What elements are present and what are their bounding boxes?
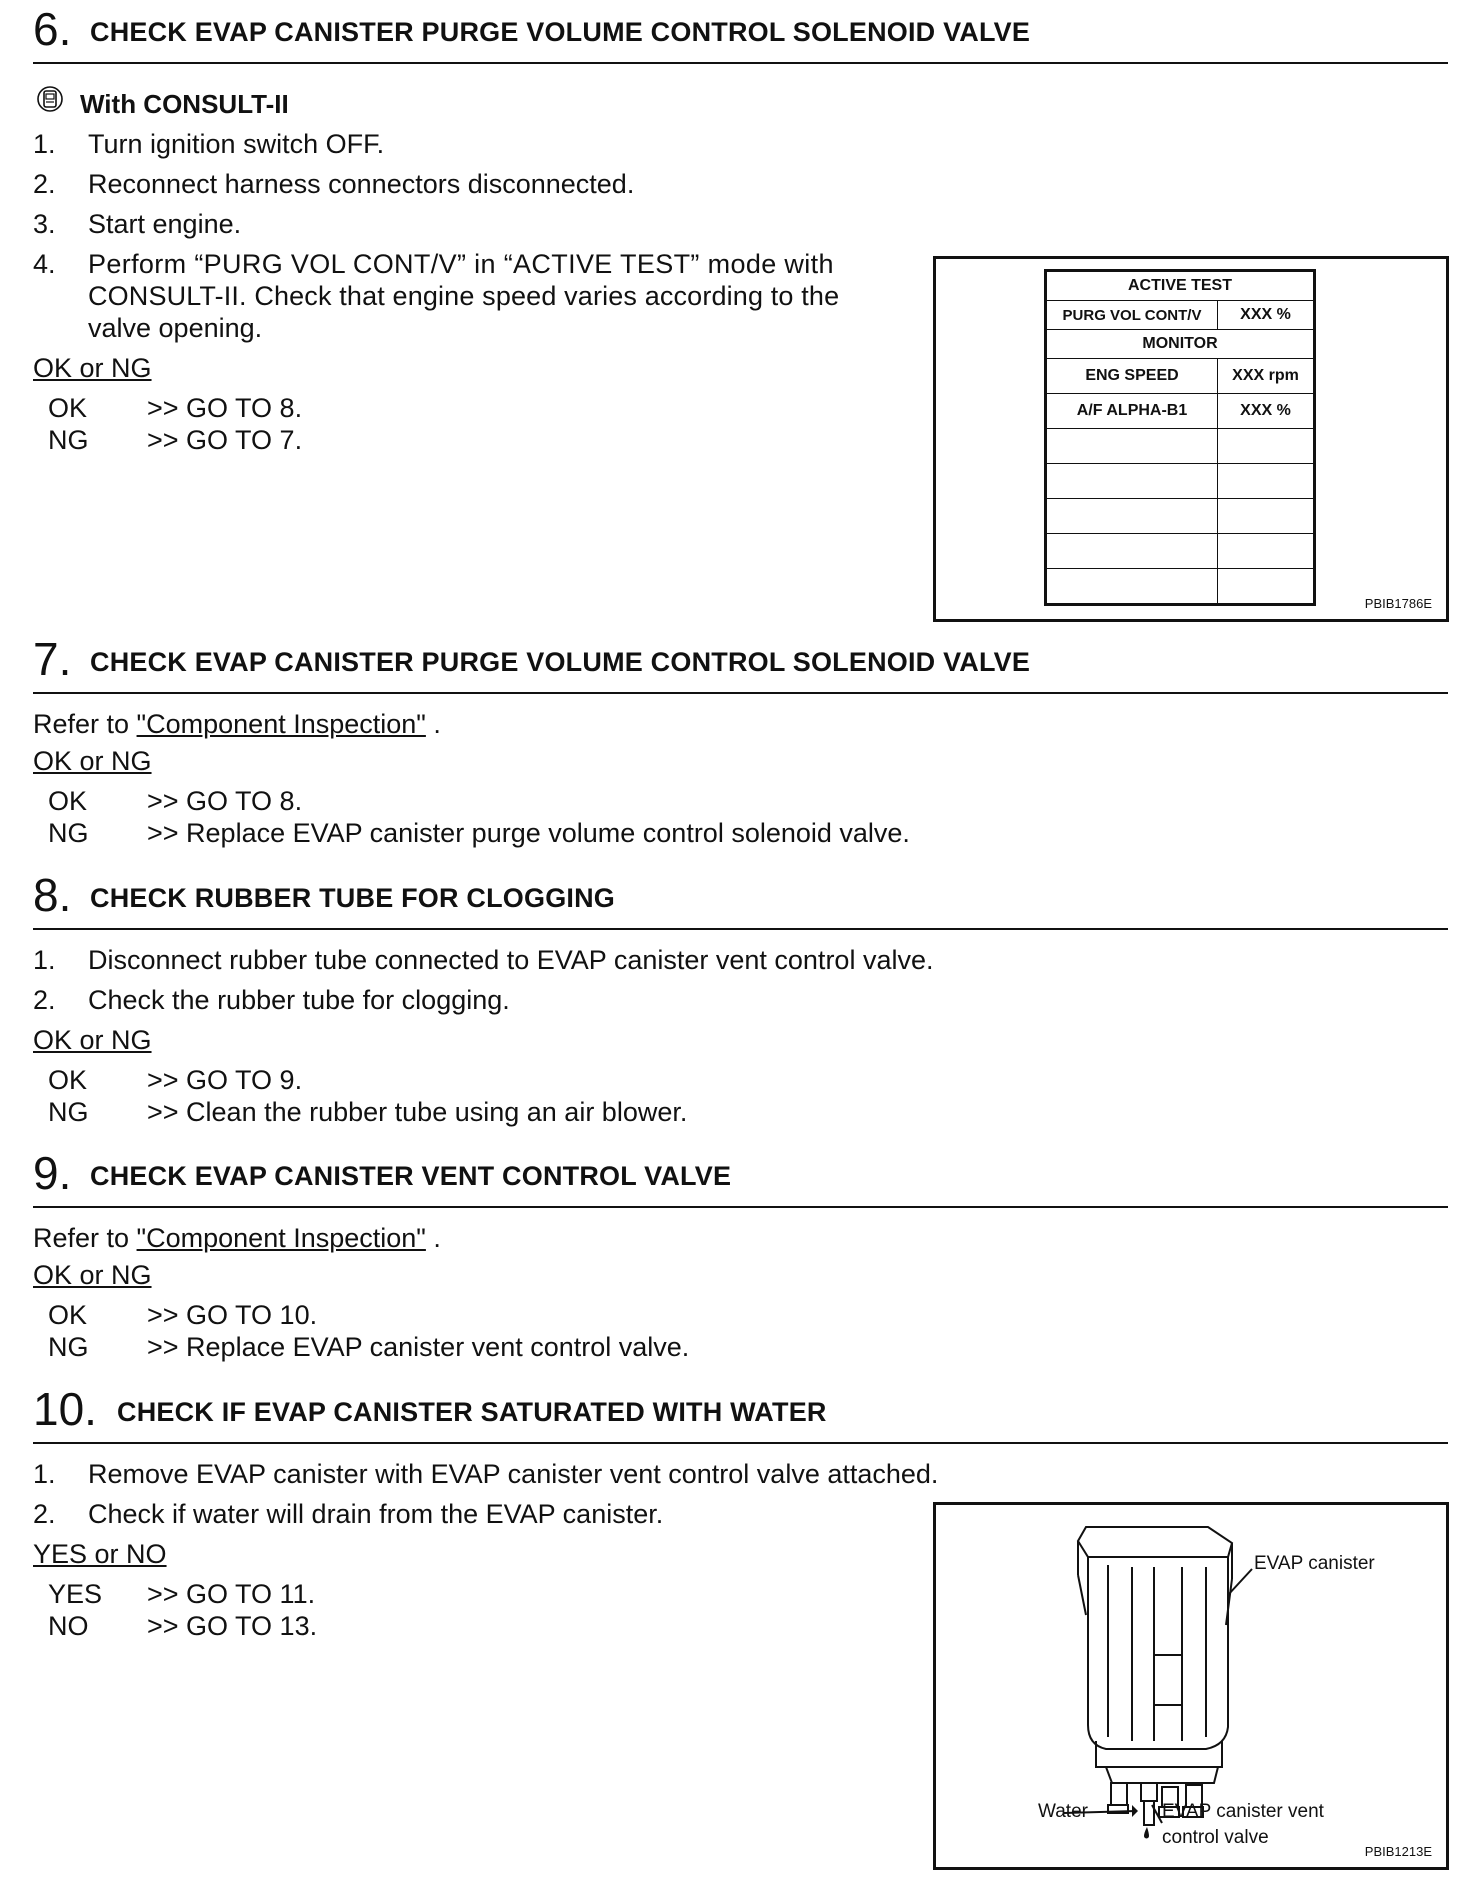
section-number: 10. <box>33 1383 97 1435</box>
section-8-header <box>33 869 1448 930</box>
result-key: OK <box>48 786 88 816</box>
result-label: OK or NG <box>33 1025 152 1055</box>
screen-value: XXX % <box>1218 301 1315 330</box>
step-number: 1. <box>33 945 56 975</box>
section-number: 9. <box>33 1147 72 1199</box>
screen-value: XXX % <box>1218 394 1315 429</box>
evap-canister-figure <box>933 1502 1449 1870</box>
label-evap-canister: EVAP canister <box>1254 1553 1375 1574</box>
result-value: >> Replace EVAP canister purge volume control solenoid valve. <box>147 818 910 848</box>
active-test-figure <box>933 256 1449 622</box>
step-text: Disconnect rubber tube connected to EVAP canister vent control valve. <box>88 945 934 975</box>
section-number: 6. <box>33 3 72 55</box>
step-text-line: valve opening. <box>88 313 263 343</box>
result-label: OK or NG <box>33 746 152 776</box>
step-number: 1. <box>33 129 56 159</box>
result-key: NG <box>48 1332 89 1362</box>
step-number: 4. <box>33 249 56 279</box>
step-number: 1. <box>33 1459 56 1489</box>
step-text: Check if water will drain from the EVAP canister. <box>88 1499 664 1529</box>
component-inspection-link[interactable]: "Component Inspection" <box>136 1223 426 1253</box>
label-water: Water <box>1038 1801 1088 1822</box>
section-title: CHECK EVAP CANISTER PURGE VOLUME CONTROL SOLENOID VALVE <box>90 647 1031 677</box>
label-vent-control-valve-line2: control valve <box>1162 1827 1269 1848</box>
refer-line: Refer to "Component Inspection" . <box>33 709 441 739</box>
active-test-screen <box>1044 269 1316 606</box>
figure-code: PBIB1213E <box>1364 1844 1432 1859</box>
step-text: Check the rubber tube for clogging. <box>88 985 510 1015</box>
result-key: NO <box>48 1611 89 1641</box>
result-key: NG <box>48 818 89 848</box>
step-number: 2. <box>33 169 56 199</box>
screen-item: ENG SPEED <box>1046 359 1218 394</box>
section-title: CHECK RUBBER TUBE FOR CLOGGING <box>90 883 615 913</box>
result-key: NG <box>48 1097 89 1127</box>
result-value: >> Clean the rubber tube using an air blower. <box>147 1097 688 1127</box>
section-9-header <box>33 1147 1448 1208</box>
refer-line: Refer to "Component Inspection" . <box>33 1223 441 1253</box>
step-text: Reconnect harness connectors disconnected. <box>88 169 635 199</box>
result-value: >> Replace EVAP canister vent control valve. <box>147 1332 690 1362</box>
section-10-header <box>33 1383 1448 1444</box>
section-number: 8. <box>33 869 72 921</box>
section-title: CHECK EVAP CANISTER VENT CONTROL VALVE <box>90 1161 732 1191</box>
result-key: NG <box>48 425 89 455</box>
section-7-header <box>33 633 1448 694</box>
step-text-line: Perform “PURG VOL CONT/V” in “ACTIVE TEST” mode with <box>88 249 834 279</box>
result-label: OK or NG <box>33 1260 152 1290</box>
step-number: 2. <box>33 985 56 1015</box>
result-value: >> GO TO 8. <box>147 393 303 423</box>
result-key: OK <box>48 1065 88 1095</box>
screen-title: ACTIVE TEST <box>1046 271 1315 301</box>
result-value: >> GO TO 8. <box>147 786 303 816</box>
screen-item: A/F ALPHA-B1 <box>1046 394 1218 429</box>
label-vent-control-valve: EVAP canister vent <box>1162 1801 1324 1822</box>
section-number: 7. <box>33 633 72 685</box>
section-6-header <box>33 3 1448 64</box>
result-value: >> GO TO 10. <box>147 1300 318 1330</box>
section-title: CHECK EVAP CANISTER PURGE VOLUME CONTROL SOLENOID VALVE <box>90 17 1031 47</box>
result-value: >> GO TO 9. <box>147 1065 303 1095</box>
result-value: >> GO TO 13. <box>147 1611 318 1641</box>
result-label: YES or NO <box>33 1539 167 1569</box>
section-title: CHECK IF EVAP CANISTER SATURATED WITH WATER <box>117 1397 827 1427</box>
consult-heading: With CONSULT-II <box>80 89 289 119</box>
component-inspection-link[interactable]: "Component Inspection" <box>136 709 426 739</box>
step-number: 2. <box>33 1499 56 1529</box>
result-key: YES <box>48 1579 103 1609</box>
screen-value: XXX rpm <box>1218 359 1315 394</box>
consult-icon <box>35 84 65 119</box>
step-text: Remove EVAP canister with EVAP canister vent control valve attached. <box>88 1459 939 1489</box>
result-value: >> GO TO 11. <box>147 1579 316 1609</box>
screen-monitor-label: MONITOR <box>1046 330 1315 359</box>
result-key: OK <box>48 393 88 423</box>
step-text: Turn ignition switch OFF. <box>88 129 385 159</box>
step-text: Start engine. <box>88 209 242 239</box>
step-text-line: CONSULT-II. Check that engine speed varies according to the <box>88 281 840 311</box>
step-number: 3. <box>33 209 56 239</box>
result-label: OK or NG <box>33 353 152 383</box>
screen-item: PURG VOL CONT/V <box>1046 301 1218 330</box>
figure-code: PBIB1786E <box>1364 596 1432 611</box>
result-key: OK <box>48 1300 88 1330</box>
result-value: >> GO TO 7. <box>147 425 303 455</box>
